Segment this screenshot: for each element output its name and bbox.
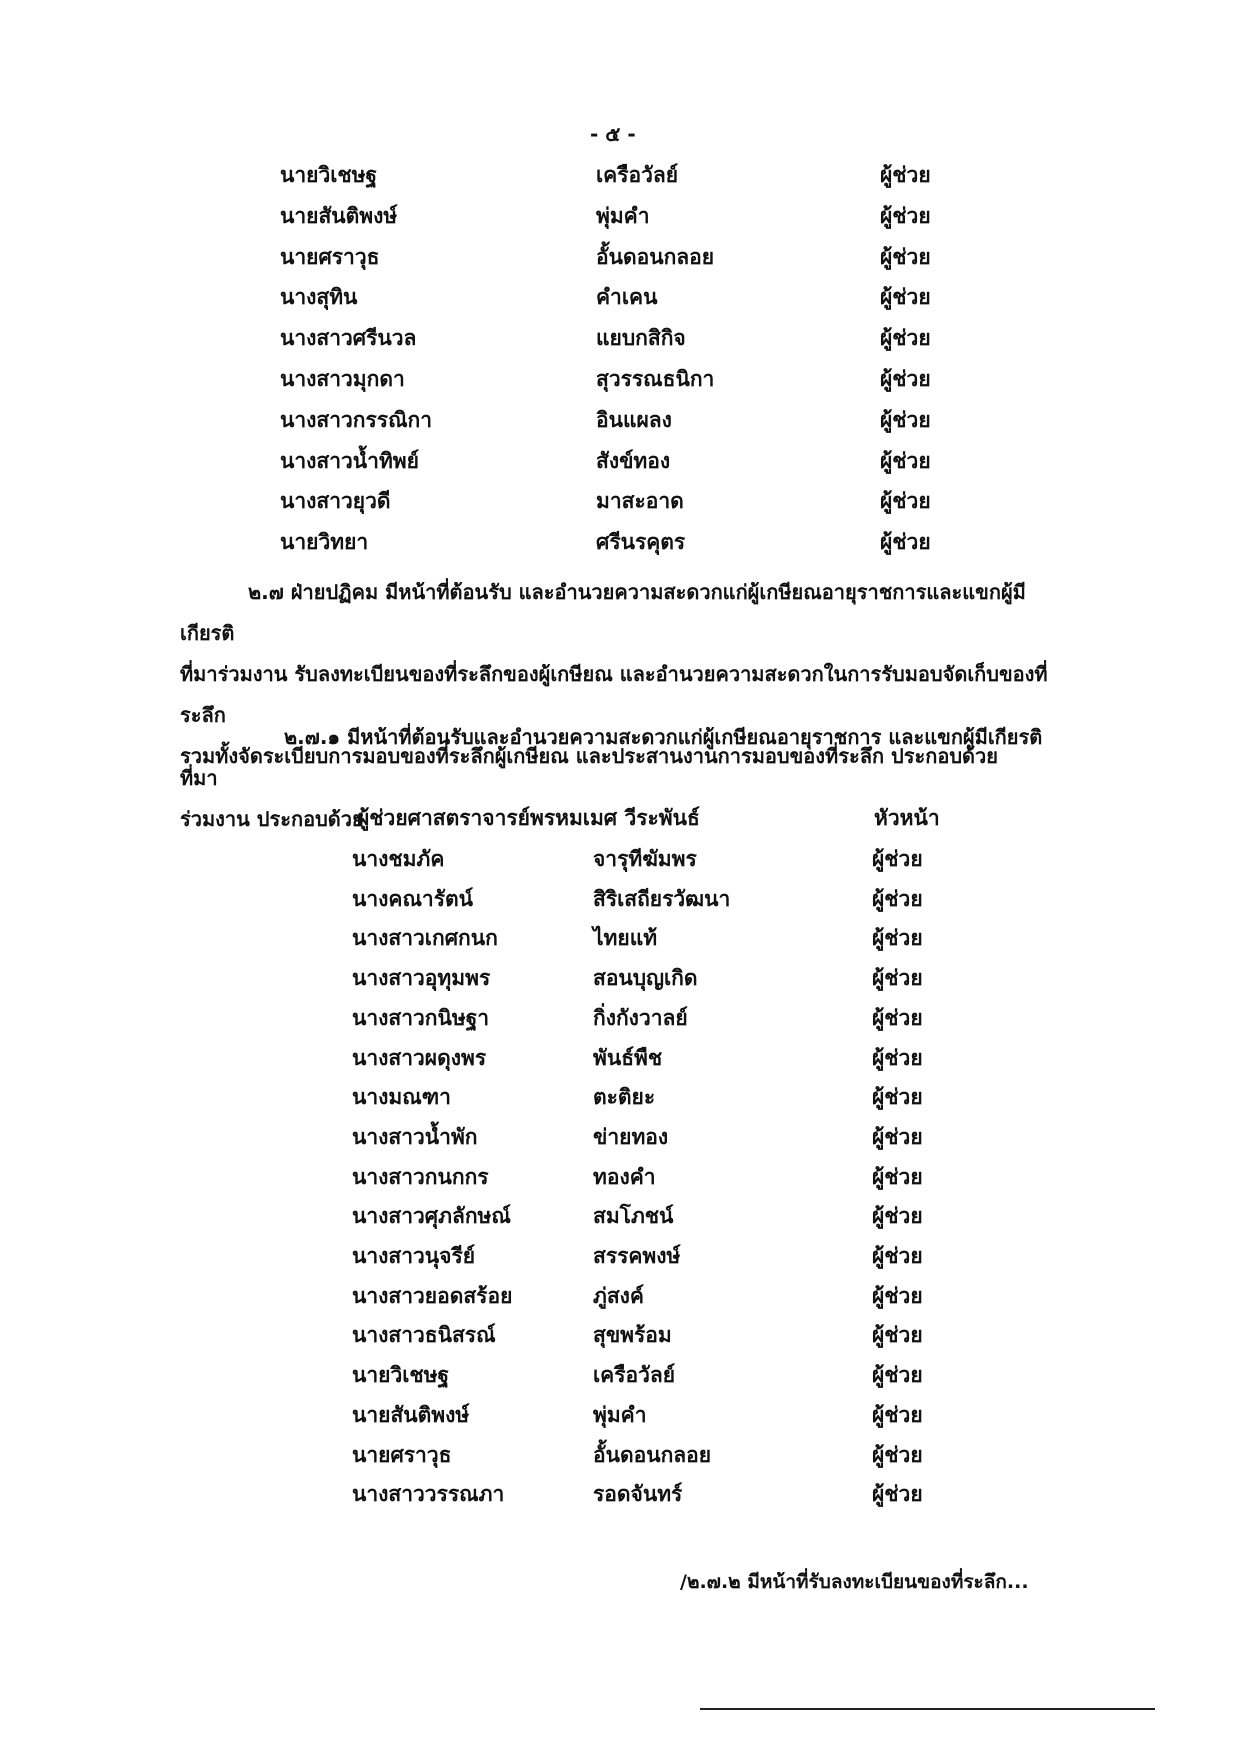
person-role: ผู้ช่วย xyxy=(880,367,931,391)
person-last-name: พันธ์พืช xyxy=(593,1045,663,1070)
section-2-7-line-2: ที่มาร่วมงาน รับลงทะเบียนของที่ระลึกของผู้เกษียณ และอำนวยความสะดวกในการรับมอบจัดเก็บของที่ระลึก xyxy=(180,662,1048,727)
person-first-name: นายวิเชษฐ xyxy=(280,163,378,187)
list-item xyxy=(352,881,952,917)
list-item xyxy=(352,1119,952,1155)
section-2-7-line-1: ๒.๗ ฝ่ายปฏิคม มีหน้าที่ต้อนรับ และอำนวยความสะดวกแก่ผู้เกษียณอายุราชการและแขกผู้มีเกียรติ xyxy=(180,580,1026,645)
person-last-name: ศรีนรคุตร xyxy=(596,530,686,555)
person-first-name: นางสาวศรีนวล xyxy=(280,326,417,351)
list-item xyxy=(352,1159,952,1195)
person-last-name: สอนบุญเกิด xyxy=(593,966,698,991)
list-item xyxy=(352,1397,952,1433)
person-role: ผู้ช่วย xyxy=(872,1323,923,1348)
person-first-name: นางสาวธนิสรณ์ xyxy=(352,1323,496,1348)
person-role: ผู้ช่วย xyxy=(872,847,923,871)
person-first-name: นางสาวกนกกร xyxy=(352,1164,489,1189)
person-first-name: นางสาวผดุงพร xyxy=(352,1045,487,1070)
person-first-name: นายวิเชษฐ xyxy=(352,1363,450,1388)
person-role: ผู้ช่วย xyxy=(880,163,931,187)
person-role: ผู้ช่วย xyxy=(880,530,931,555)
list-item xyxy=(352,1357,952,1393)
person-last-name: พุ่มคำ xyxy=(593,1402,647,1427)
person-first-name: นางมณฑา xyxy=(352,1085,451,1110)
list-item xyxy=(280,157,960,193)
section-2-7-line-3: รวมทั้งจัดระเบียบการมอบของที่ระลึกผู้เกษียณ และประสานงานการมอบของที่ระลึก ประกอบด้วย xyxy=(180,744,998,768)
list-item xyxy=(352,1040,952,1076)
person-role: ผู้ช่วย xyxy=(872,1164,923,1189)
person-last-name: รอดจันทร์ xyxy=(593,1482,683,1507)
person-role: ผู้ช่วย xyxy=(872,1045,923,1070)
person-first-name: นางสาวยุวดี xyxy=(280,489,391,514)
person-first-name: นางสาวกรรณิกา xyxy=(280,407,433,432)
person-first-name: นางสาววรรณภา xyxy=(352,1482,505,1507)
person-last-name: สมโภชน์ xyxy=(593,1204,674,1229)
person-last-name: สุขพร้อม xyxy=(593,1323,672,1348)
person-first-name: นายสันติพงษ์ xyxy=(352,1402,470,1427)
footer-divider xyxy=(700,1708,1155,1710)
person-role: ผู้ช่วย xyxy=(872,1363,923,1388)
person-role: ผู้ช่วย xyxy=(872,1204,923,1229)
footer-continuation: /๒.๗.๒ มีหน้าที่รับลงทะเบียนของที่ระลึก... xyxy=(680,1571,1029,1593)
list-item xyxy=(352,1079,952,1115)
person-role: ผู้ช่วย xyxy=(872,966,923,991)
list-item xyxy=(352,1238,952,1274)
list-item xyxy=(280,483,960,519)
list-item xyxy=(352,1476,952,1512)
person-role: ผู้ช่วย xyxy=(880,326,931,351)
person-first-name: นายวิทยา xyxy=(280,530,369,555)
person-first-name: นางสุทิน xyxy=(280,285,358,310)
person-first-name: นายศราวุธ xyxy=(280,244,380,269)
person-first-name: นางชมภัค xyxy=(352,847,445,871)
person-role: ผู้ช่วย xyxy=(872,1085,923,1110)
person-last-name: คำเคน xyxy=(596,285,658,310)
person-role: ผู้ช่วย xyxy=(872,1402,923,1427)
person-last-name: พุ่มคำ xyxy=(596,203,650,228)
person-last-name: อั้นดอนกลอย xyxy=(593,1442,712,1467)
person-first-name: นางสาวมุกดา xyxy=(280,367,405,391)
person-last-name: แยบกสิกิจ xyxy=(596,326,686,351)
list-item xyxy=(352,1437,952,1473)
person-last-name: จารุทีฆัมพร xyxy=(593,847,697,871)
person-last-name: ตะติยะ xyxy=(593,1085,656,1110)
person-first-name: นางคณารัตน์ xyxy=(352,886,473,911)
person-role: ผู้ช่วย xyxy=(880,448,931,473)
person-role: ผู้ช่วย xyxy=(880,203,931,228)
list-item xyxy=(280,402,960,438)
person-role: ผู้ช่วย xyxy=(872,886,923,911)
person-first-name: นางสาวศุภลักษณ์ xyxy=(352,1204,511,1229)
section-2-7-1-line-2: ร่วมงาน ประกอบด้วย xyxy=(180,807,364,831)
person-last-name: ข่ายทอง xyxy=(593,1124,669,1149)
person-first-name: นายสันติพงษ์ xyxy=(280,203,398,228)
person-role: ผู้ช่วย xyxy=(880,407,931,432)
person-last-name: กิ่งกังวาลย์ xyxy=(593,1005,688,1030)
person-last-name: ไทยแท้ xyxy=(593,926,658,951)
person-role: ผู้ช่วย xyxy=(872,1283,923,1308)
person-last-name: ภู่สงค์ xyxy=(593,1283,644,1308)
head-person-name: ผู้ช่วยศาสตราจารย์พรหมเมศ วีระพันธ์ xyxy=(357,806,700,830)
person-last-name: ทองคำ xyxy=(593,1164,656,1189)
person-first-name: นางสาวเกศกนก xyxy=(352,926,498,951)
person-role: ผู้ช่วย xyxy=(880,489,931,514)
person-last-name: มาสะอาด xyxy=(596,489,684,514)
person-role: ผู้ช่วย xyxy=(872,1244,923,1268)
list-item xyxy=(352,1278,952,1314)
person-role: ผู้ช่วย xyxy=(880,244,931,269)
person-last-name: เครือวัลย์ xyxy=(593,1363,676,1388)
list-item xyxy=(352,960,952,996)
list-item xyxy=(280,198,960,234)
person-last-name: อั้นดอนกลอย xyxy=(596,244,715,269)
person-first-name: นางสาวน้ำพัก xyxy=(352,1124,478,1149)
list-item xyxy=(352,1000,952,1036)
person-role: ผู้ช่วย xyxy=(872,1482,923,1507)
page-number: - ๕ - xyxy=(590,122,636,146)
list-item xyxy=(280,524,960,560)
list-item xyxy=(280,239,960,275)
person-last-name: สุวรรณธนิกา xyxy=(596,367,715,391)
person-first-name: นางสาวยอดสร้อย xyxy=(352,1283,513,1308)
person-role: ผู้ช่วย xyxy=(872,1442,923,1467)
list-item xyxy=(280,443,960,479)
list-item xyxy=(352,841,952,877)
person-role: ผู้ช่วย xyxy=(872,1005,923,1030)
head-person-row xyxy=(357,800,957,836)
person-first-name: นางสาวกนิษฐา xyxy=(352,1005,490,1030)
list-item xyxy=(280,320,960,356)
person-first-name: นายศราวุธ xyxy=(352,1442,452,1467)
person-role: ผู้ช่วย xyxy=(872,926,923,951)
list-item xyxy=(280,361,960,397)
person-role: ผู้ช่วย xyxy=(880,285,931,310)
person-last-name: เครือวัลย์ xyxy=(596,163,679,187)
list-item xyxy=(352,920,952,956)
section-2-7-1-line-1: ๒.๗.๑ มีหน้าที่ต้อนรับและอำนวยความสะดวกแก่ผู้เกษียณอายุราชการ และแขกผู้มีเกียรติที่มา xyxy=(180,725,1043,790)
person-first-name: นางสาวน้ำทิพย์ xyxy=(280,448,419,473)
list-item xyxy=(280,279,960,315)
head-person-role: หัวหน้า xyxy=(874,806,940,830)
list-item xyxy=(352,1317,952,1353)
person-role: ผู้ช่วย xyxy=(872,1124,923,1149)
person-last-name: สรรคพงษ์ xyxy=(593,1244,681,1268)
person-first-name: นางสาวนุจรีย์ xyxy=(352,1244,476,1268)
person-first-name: นางสาวอุทุมพร xyxy=(352,966,491,991)
person-last-name: สังข์ทอง xyxy=(596,448,671,473)
person-last-name: สิริเสถียรวัฒนา xyxy=(593,886,731,911)
person-last-name: อินแผลง xyxy=(596,407,672,432)
list-item xyxy=(352,1198,952,1234)
